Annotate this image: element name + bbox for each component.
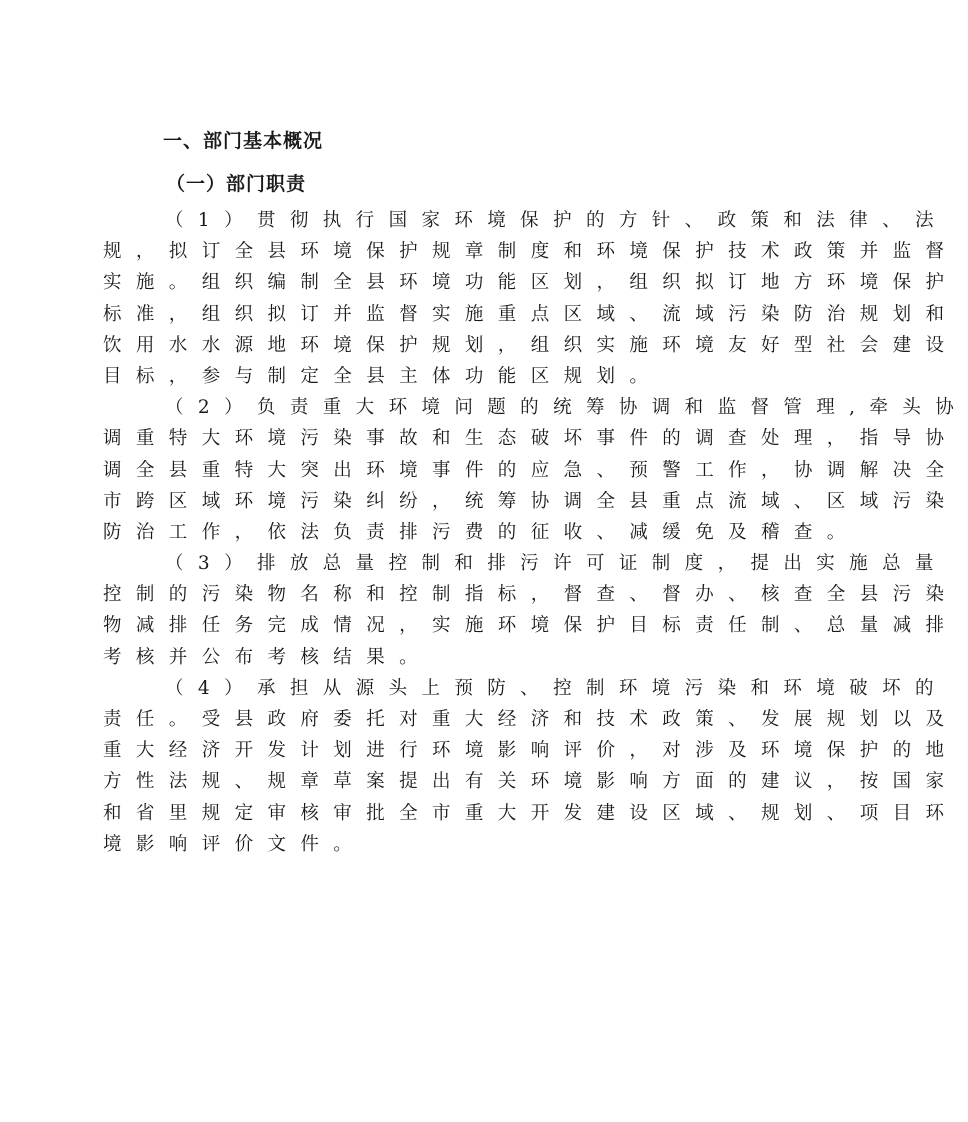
text-line: （2）负责重大环境问题的统筹协调和监督管理,牵头协 (165, 397, 968, 419)
text-line: 饮用水水源地环境保护规划，组织实施环境友好型社会建设 (103, 334, 959, 356)
section-heading: 一、部门基本概况 (163, 130, 324, 152)
text-line: 调全县重特大突出环境事件的应急、预警工作，协调解决全 (103, 459, 959, 481)
text-line: 物减排任务完成情况，实施环境保护目标责任制、总量减排 (103, 615, 959, 637)
text-line: 境影响评价文件。 (103, 833, 367, 855)
text-line: 考核并公布考核结果。 (103, 646, 433, 668)
paragraph-4 (103, 673, 959, 860)
text-line: 责任。受县政府委托对重大经济和技术政策、发展规划以及 (103, 709, 959, 730)
paragraph-3 (103, 548, 959, 673)
text-line: 调重特大环境污染事故和生态破坏事件的调查处理，指导协 (103, 428, 959, 450)
text-line: （3）排放总量控制和排污许可证制度，提出实施总量 (165, 553, 948, 575)
paragraph-1 (103, 205, 959, 392)
text-line: 重大经济开发计划进行环境影响评价，对涉及环境保护的地 (103, 740, 959, 762)
text-line: 标准，组织拟订并监督实施重点区域、流域污染防治规划和 (103, 303, 959, 325)
text-line: 实施。组织编制全县环境功能区划，组织拟订地方环境保护 (103, 272, 959, 294)
text-line: 控制的污染物名称和控制指标，督查、督办、核查全县污染 (103, 584, 959, 606)
paragraph-2 (103, 392, 968, 548)
text-line: 目标，参与制定全县主体功能区规划。 (103, 365, 663, 387)
document-body (103, 205, 968, 860)
text-line: 和省里规定审核审批全市重大开发建设区域、规划、项目环 (103, 802, 959, 824)
text-line: 防治工作，依法负责排污费的征收、减缓免及稽查。 (103, 521, 860, 543)
text-line: （1）贯彻执行国家环境保护的方针、政策和法律、法 (165, 210, 948, 231)
subsection-heading: （一）部门职责 (166, 173, 307, 195)
text-line: 市跨区域环境污染纠纷，统筹协调全县重点流域、区域污染 (103, 490, 959, 512)
text-line: （4）承担从源头上预防、控制环境污染和环境破坏的 (165, 677, 948, 699)
text-line: 规，拟订全县环境保护规章制度和环境保护技术政策并监督 (103, 241, 959, 263)
text-line: 方性法规、规章草案提出有关环境影响方面的建议，按国家 (103, 771, 959, 793)
